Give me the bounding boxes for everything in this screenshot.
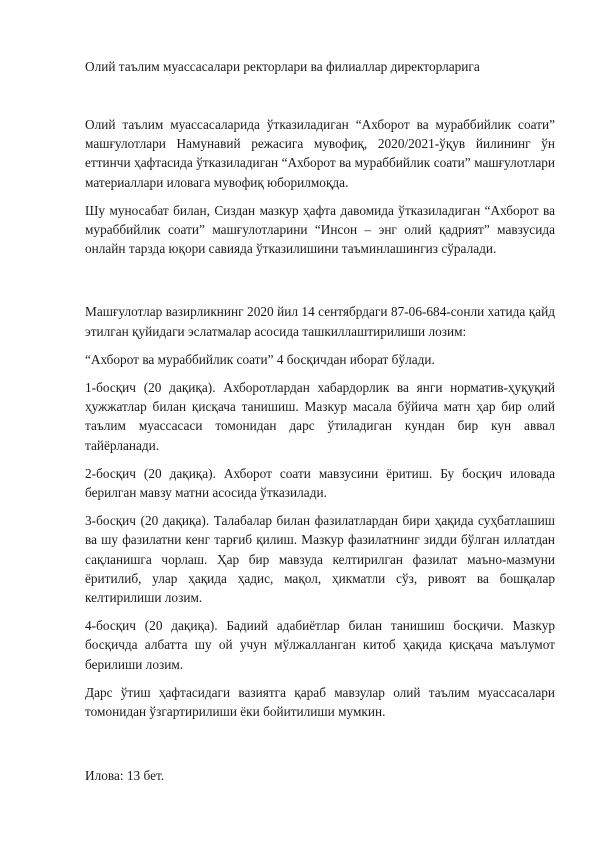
requirement-paragraph: Машғулотлар вазирликнинг 2020 йил 14 сентябрдаги 87-06-684-сонли хатида қайд этилган қуйидаги эслатмалар асосида ташкиллаштирилиши лозим: xyxy=(85,304,555,339)
stage-3-paragraph: 3-босқич (20 дақиқа). Талабалар билан фазилатлардан бири ҳақида суҳбатлашиш ва шу фазилатни кенг тарғиб қилиш. Мазкур фазилатнинг зидди бўлган иллатдан сақланишга чорлаш. Ҳар бир мавзуда келтирилган фазилат маъно-мазмуни ёритилиб, улар ҳақида ҳадис, мақол, ҳикматли сўз, ривоят ва бошқалар келтирилиши лозим. xyxy=(85,513,555,606)
spacer xyxy=(85,341,555,350)
spacer xyxy=(85,76,555,115)
spacer xyxy=(85,455,555,464)
stage-1-paragraph: 1-босқич (20 дақиқа). Ахборотлардан хабардорлик ва янги норматив-ҳуқуқий ҳужжатлар билан қисқача танишиш. Мазкур масала бўйича матн ҳар бир олий таълим муассасаси томонидан дарс ўтиладиган кундан бир кун аввал тайёрланади. xyxy=(85,380,555,453)
spacer xyxy=(85,258,555,302)
spacer xyxy=(85,502,555,511)
spacer xyxy=(85,607,555,616)
attachment-note: Илова: 13 бет. xyxy=(85,768,165,784)
stage-2-paragraph: 2-босқич (20 дақиқа). Ахборот соати мавзусини ёритиш. Бу босқич иловада берилган мавзу матни асосида ўтказилади. xyxy=(85,465,555,501)
closing-paragraph: Дарс ўтиш ҳафтасидаги вазиятга қараб мавзулар олий таълим муассасалари томонидан ўзгартирилиши ёки бойитилиши мумкин. xyxy=(85,684,555,720)
request-paragraph: Шу муносабат билан, Сиздан мазкур ҳафта давомида ўтказиладиган “Ахборот ва мураббийлик соати” машғулотларини “Инсон – энг олий қадрият” мавзусида онлайн тарзда юқори савияда ўтказилишини таъминлашингиз сўралади. xyxy=(85,202,555,257)
intro-paragraph: Олий таълим муассасаларида ўтказиладиган “Ахборот ва мураббийлик соати” машғулотлари Намунавий режасига мувофиқ, 2020/2021-ўқув йилининг ўн еттинчи ҳафтасида ўтказиладиган “Ахборот ва мураббийлик соати” машғулотлари материаллари иловага мувофиқ юборилмоқда. xyxy=(85,117,555,190)
spacer xyxy=(85,192,555,201)
spacer xyxy=(85,721,555,766)
spacer xyxy=(85,369,555,378)
addressee-line: Олий таълим муассасалари ректорлари ва филиаллар директорларига xyxy=(85,59,480,74)
structure-paragraph: “Ахборот ва мураббийлик соати” 4 босқичдан иборат бўлади. xyxy=(85,351,435,367)
stage-4-paragraph: 4-босқич (20 дақиқа). Бадиий адабиётлар билан танишиш босқичи. Мазкур босқичда албатта шу ой учун мўлжалланган китоб ҳақида қисқача маълумот берилиши лозим. xyxy=(85,618,555,672)
spacer xyxy=(85,674,555,683)
